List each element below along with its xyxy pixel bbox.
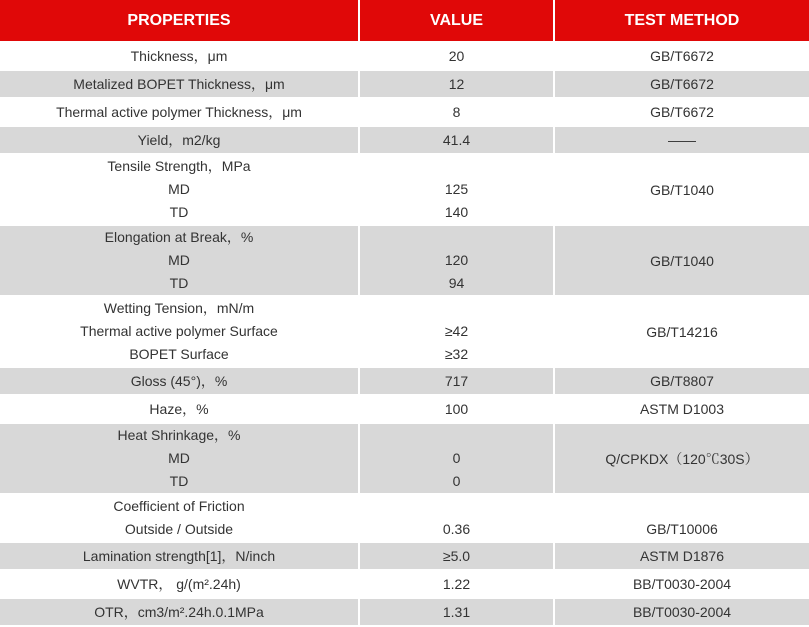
property-sub-label: Outside / Outside — [124, 521, 234, 537]
method-cell: GB/T6672 — [555, 99, 809, 127]
property-cell — [0, 226, 360, 297]
property-cell — [0, 155, 360, 226]
method-cell: GB/T1040 — [555, 155, 809, 226]
property-cell — [0, 424, 360, 495]
method-cell: BB/T0030-2004 — [555, 599, 809, 627]
header-value: VALUE — [360, 0, 555, 43]
value-text: 8 — [452, 103, 461, 120]
value-text — [360, 226, 553, 249]
table-row — [0, 396, 809, 424]
table-row — [0, 424, 809, 495]
property-cell — [0, 571, 360, 599]
value-cell — [360, 71, 555, 99]
method-cell: ASTM D1003 — [555, 396, 809, 424]
table-row — [0, 368, 809, 396]
value-cell — [360, 424, 555, 495]
property-label: Wetting Tension，mN/m — [103, 300, 255, 316]
table-row — [0, 99, 809, 127]
property-label: Heat Shrinkage，% — [117, 427, 241, 443]
method-cell: GB/T1040 — [555, 226, 809, 297]
value-text — [360, 155, 553, 178]
property-label: Haze，% — [149, 400, 209, 417]
method-cell: GB/T6672 — [555, 71, 809, 99]
property-label: Gloss (45°)，% — [130, 372, 228, 389]
header-test-method: TEST METHOD — [555, 0, 809, 43]
property-label: Yield，m2/kg — [137, 131, 221, 148]
value-cell — [360, 43, 555, 71]
property-label: Tensile Strength，MPa — [107, 158, 251, 174]
value-text: 140 — [444, 204, 469, 220]
value-text: ≥42 — [444, 323, 469, 339]
table-row — [0, 543, 809, 571]
property-sub-label: MD — [168, 450, 190, 466]
property-label: Thickness，μm — [130, 47, 228, 64]
value-cell — [360, 297, 555, 368]
value-cell — [360, 396, 555, 424]
value-text — [360, 297, 553, 320]
property-cell — [0, 71, 360, 99]
table-row — [0, 127, 809, 155]
property-cell — [0, 368, 360, 396]
value-cell — [360, 226, 555, 297]
header-row — [0, 0, 809, 43]
value-text: 0.36 — [442, 521, 471, 537]
value-cell — [360, 127, 555, 155]
property-label: WVTR， g/(m².24h) — [117, 575, 241, 592]
method-cell: GB/T14216 — [555, 297, 809, 368]
value-text: 120 — [444, 252, 469, 268]
property-label: OTR，cm3/m².24h.0.1MPa — [94, 603, 264, 620]
value-cell — [360, 155, 555, 226]
property-sub-label: TD — [169, 275, 189, 291]
property-sub-label: BOPET Surface — [129, 346, 229, 362]
property-label: Thermal active polymer Thickness，μm — [56, 103, 302, 120]
property-cell — [0, 99, 360, 127]
table-row — [0, 43, 809, 71]
value-text: ≥32 — [444, 346, 469, 362]
property-sub-label: TD — [169, 473, 189, 489]
property-cell — [0, 127, 360, 155]
value-text: 125 — [444, 181, 469, 197]
method-cell: BB/T0030-2004 — [555, 571, 809, 599]
table-row — [0, 297, 809, 368]
table-row — [0, 571, 809, 599]
method-cell: GB/T10006 — [555, 495, 809, 543]
value-text: 717 — [444, 372, 469, 389]
property-cell — [0, 599, 360, 627]
value-cell — [360, 495, 555, 543]
method-cell: Q/CPKDX（120℃30S） — [555, 424, 809, 495]
table-row — [0, 495, 809, 543]
table-row — [0, 155, 809, 226]
property-cell — [0, 43, 360, 71]
value-cell — [360, 543, 555, 571]
value-text: 41.4 — [442, 131, 471, 148]
property-sub-label: MD — [168, 181, 190, 197]
header-properties: PROPERTIES — [0, 0, 360, 43]
value-cell — [360, 368, 555, 396]
value-cell — [360, 571, 555, 599]
table-row — [0, 599, 809, 627]
value-text: 0 — [452, 473, 461, 489]
value-text: 1.31 — [442, 603, 471, 620]
property-label: Metalized BOPET Thickness，μm — [73, 75, 285, 92]
value-text: 100 — [444, 400, 469, 417]
property-sub-label: TD — [169, 204, 189, 220]
value-text — [360, 495, 553, 518]
value-text: ≥5.0 — [442, 547, 471, 564]
value-cell — [360, 599, 555, 627]
value-text — [360, 424, 553, 447]
value-text: 94 — [448, 275, 465, 291]
value-text: 12 — [448, 75, 465, 92]
property-cell — [0, 495, 360, 543]
value-text: 1.22 — [442, 575, 471, 592]
property-label: Lamination strength[1]，N/inch — [82, 547, 276, 564]
method-cell: GB/T8807 — [555, 368, 809, 396]
property-label: Elongation at Break，% — [104, 229, 254, 245]
method-cell: GB/T6672 — [555, 43, 809, 71]
property-cell — [0, 396, 360, 424]
property-cell — [0, 297, 360, 368]
value-text: 20 — [448, 47, 465, 64]
property-sub-label: Thermal active polymer Surface — [80, 323, 278, 339]
table-row — [0, 226, 809, 297]
method-cell: —— — [555, 127, 809, 155]
property-cell — [0, 543, 360, 571]
value-cell — [360, 99, 555, 127]
property-sub-label: MD — [168, 252, 190, 268]
table-row — [0, 71, 809, 99]
property-label: Coefficient of Friction — [113, 498, 245, 514]
value-text: 0 — [452, 450, 461, 466]
method-cell: ASTM D1876 — [555, 543, 809, 571]
